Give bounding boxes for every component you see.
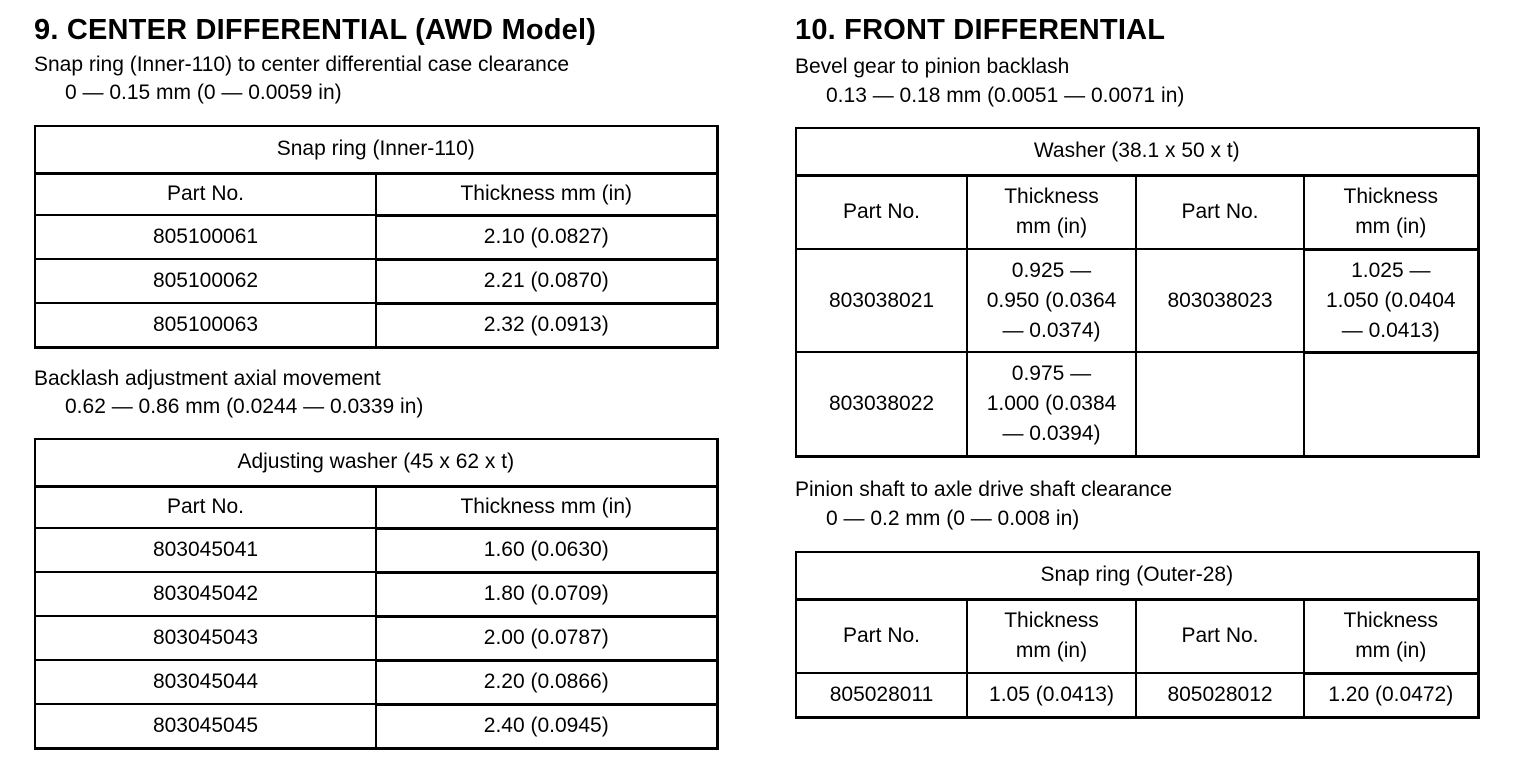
header-line: Thickness: [1343, 185, 1439, 208]
washer-table: [795, 127, 1480, 458]
thickness-line: — 0.0413): [1341, 318, 1440, 342]
part-number-cell: 805028012: [1136, 673, 1304, 717]
table-caption-row: [796, 128, 1478, 175]
thickness-cell: 2.21 (0.0870): [376, 259, 717, 303]
header-line: Thickness: [1004, 185, 1099, 209]
part-number-cell: 805028011: [796, 673, 967, 717]
part-number-cell: 803045041: [35, 528, 376, 572]
table-caption-row: [796, 552, 1478, 599]
table-caption: Snap ring (Inner-110): [35, 126, 717, 173]
thickness-cell: 1.60 (0.0630): [376, 528, 717, 572]
thickness-cell: 2.32 (0.0913): [376, 303, 717, 347]
table-row: [35, 572, 717, 616]
column-header-part-no: Part No.: [35, 173, 376, 215]
part-number-cell: 805100062: [35, 259, 376, 303]
thickness-cell: 2.40 (0.0945): [376, 704, 717, 748]
column-header-thickness: Thickness mm (in): [376, 173, 717, 215]
table-caption-row: [35, 126, 717, 173]
pinion-shaft-clearance-label: Pinion shaft to axle drive shaft clearance: [795, 478, 1173, 501]
table-row: [35, 259, 717, 303]
snap-ring-outer-table: [795, 551, 1480, 719]
table-row: [35, 616, 717, 660]
column-header-part-no: Part No.: [1136, 599, 1304, 673]
column-header-part-no: Part No.: [796, 175, 967, 249]
section-10-title: 10. FRONT DIFFERENTIAL: [795, 14, 1166, 46]
thickness-line: 0.950 (0.0364: [986, 288, 1117, 312]
pinion-shaft-clearance-value: 0 — 0.2 mm (0 — 0.008 in): [826, 507, 1080, 530]
table-row: [35, 660, 717, 704]
column-header-part-no: Part No.: [35, 486, 376, 528]
axial-movement-value: 0.62 — 0.86 mm (0.0244 — 0.0339 in): [65, 395, 424, 418]
table-caption: Adjusting washer (45 x 62 x t): [35, 439, 717, 486]
thickness-cell: [967, 352, 1136, 456]
thickness-cell: [967, 249, 1136, 352]
adjusting-washer-table: [34, 438, 719, 750]
header-line: mm (in): [1355, 215, 1427, 238]
table-header-row: [35, 173, 717, 215]
empty-cell: [1304, 352, 1478, 456]
part-number-cell: 803045044: [35, 660, 376, 704]
axial-movement-label: Backlash adjustment axial movement: [34, 367, 381, 390]
thickness-cell: [1304, 249, 1478, 352]
header-line: mm (in): [1015, 215, 1088, 239]
thickness-line: 0.925 —: [1011, 258, 1092, 282]
thickness-line: — 0.0374): [1002, 318, 1101, 342]
column-header-thickness: [967, 599, 1136, 673]
part-number-cell: 805100061: [35, 215, 376, 259]
part-number-cell: 803045042: [35, 572, 376, 616]
table-caption-row: [35, 439, 717, 486]
thickness-line: 1.000 (0.0384: [986, 391, 1117, 415]
column-header-thickness: Thickness mm (in): [376, 486, 717, 528]
table-row: [796, 673, 1478, 717]
thickness-cell: 2.10 (0.0827): [376, 215, 717, 259]
part-number-cell: 805100063: [35, 303, 376, 347]
thickness-cell: 1.05 (0.0413): [967, 673, 1136, 717]
backlash-value: 0.13 — 0.18 mm (0.0051 — 0.0071 in): [826, 84, 1185, 107]
table-row: [35, 215, 717, 259]
header-line: Thickness: [1004, 609, 1099, 633]
part-number-cell: 803045045: [35, 704, 376, 748]
column-header-thickness: [1304, 599, 1478, 673]
part-number-cell: 803038021: [796, 249, 967, 352]
column-header-thickness: [967, 175, 1136, 249]
table-row: [796, 249, 1478, 352]
thickness-cell: 1.20 (0.0472): [1304, 673, 1478, 717]
snap-ring-inner-table: [34, 125, 719, 349]
snap-ring-clearance-value: 0 — 0.15 mm (0 — 0.0059 in): [65, 81, 342, 104]
table-header-row: [796, 599, 1478, 673]
thickness-cell: 2.00 (0.0787): [376, 616, 717, 660]
part-number-cell: 803038022: [796, 352, 967, 456]
table-row: [796, 352, 1478, 456]
thickness-line: 0.975 —: [1011, 361, 1092, 385]
thickness-line: 1.025 —: [1351, 258, 1431, 282]
table-header-row: [35, 486, 717, 528]
thickness-line: — 0.0394): [1002, 421, 1101, 445]
table-caption: Snap ring (Outer-28): [796, 552, 1478, 599]
thickness-line: 1.050 (0.0404: [1325, 288, 1456, 312]
table-row: [35, 303, 717, 347]
section-9-title: 9. CENTER DIFFERENTIAL (AWD Model): [34, 14, 597, 46]
header-line: Thickness: [1343, 609, 1439, 632]
table-header-row: [796, 175, 1478, 249]
part-number-cell: 803045043: [35, 616, 376, 660]
column-header-part-no: Part No.: [1136, 175, 1304, 249]
thickness-cell: 1.80 (0.0709): [376, 572, 717, 616]
column-header-thickness: [1304, 175, 1478, 249]
snap-ring-clearance-label: Snap ring (Inner-110) to center differential case clearance: [34, 53, 570, 76]
thickness-cell: 2.20 (0.0866): [376, 660, 717, 704]
empty-cell: [1136, 352, 1304, 456]
header-line: mm (in): [1355, 639, 1427, 662]
backlash-label: Bevel gear to pinion backlash: [795, 55, 1070, 78]
column-header-part-no: Part No.: [796, 599, 967, 673]
table-caption: Washer (38.1 x 50 x t): [796, 128, 1478, 175]
table-row: [35, 704, 717, 748]
header-line: mm (in): [1015, 639, 1088, 663]
part-number-cell: 803038023: [1136, 249, 1304, 352]
table-row: [35, 528, 717, 572]
